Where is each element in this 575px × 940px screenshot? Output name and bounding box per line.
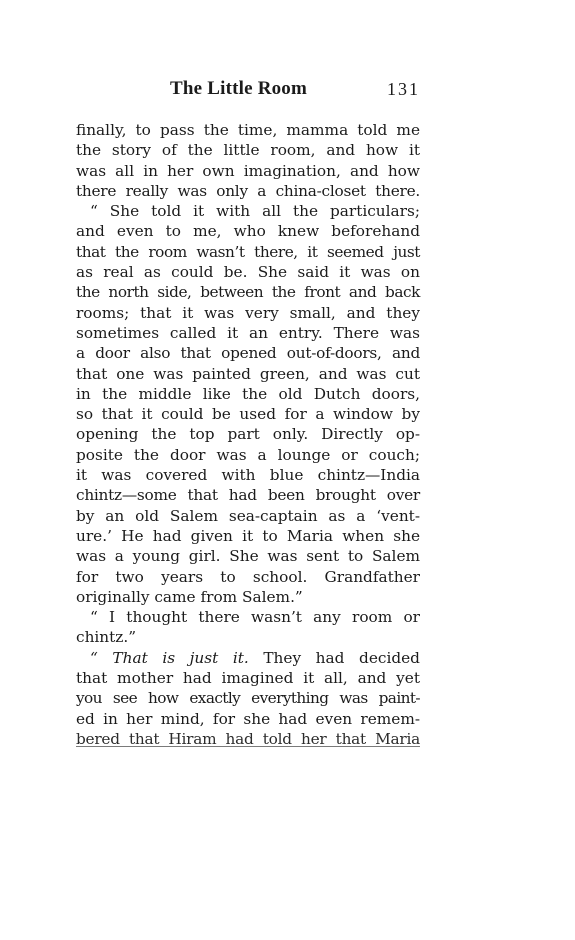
text-line: that one was painted green, and was cut [76, 364, 420, 383]
text-line: was a young girl. She was sent to Salem [76, 547, 420, 566]
text-line: ure.’ He had given it to Maria when she [76, 526, 420, 545]
page-number: 131 [387, 79, 420, 99]
text-line: that the room wasn’t there, it seemed just [76, 242, 420, 261]
text-line: you see how exactly everything was paint- [76, 689, 420, 708]
text-line: rooms; that it was very small, and they [76, 303, 420, 322]
text-line: it was covered with blue chintz—India [76, 466, 420, 485]
running-title: The Little Room [170, 78, 308, 99]
text-line: the north side, between the front and back [76, 283, 420, 302]
text-line: and even to me, who knew beforehand [76, 222, 420, 241]
text-line: so that it could be used for a window by [76, 405, 420, 424]
text-line: as real as could be. She said it was on [76, 263, 420, 282]
text-line: was all in her own imagination, and how [76, 161, 420, 180]
text-line: for two years to school. Grandfather [76, 567, 420, 586]
emphasis: “ That is just it. [90, 648, 249, 667]
text-line: posite the door was a lounge or couch; [76, 445, 420, 464]
body-text [76, 120, 420, 749]
running-header [76, 78, 420, 104]
text-line: in the middle like the old Dutch doors, [76, 384, 420, 403]
text-line: sometimes called it an entry. There was [76, 323, 420, 342]
text-line: finally, to pass the time, mamma told me [76, 121, 420, 139]
text-line [76, 648, 420, 668]
text-line: by an old Salem sea-captain as a ‘vent- [76, 506, 420, 525]
text-line: originally came from Salem.” [76, 587, 303, 606]
text-line: chintz.” [76, 628, 137, 647]
text-line: the story of the little room, and how it [76, 141, 420, 160]
text-line: bered that Hiram had told her that Maria [76, 729, 420, 748]
text-line: opening the top part only. Directly op- [76, 425, 420, 444]
text-line: “ She told it with all the particulars; [90, 202, 420, 221]
text-line-remainder: They had decided [263, 648, 420, 667]
text-line: ed in her mind, for she had even remem- [76, 709, 420, 728]
text-line: a door also that opened out-of-doors, and [76, 344, 420, 363]
text-line: that mother had imagined it all, and yet [76, 669, 420, 688]
text-line: “ I thought there wasn’t any room or [90, 608, 420, 627]
text-line: chintz—some that had been brought over [76, 486, 420, 505]
text-line: there really was only a china-closet there. [76, 181, 420, 200]
